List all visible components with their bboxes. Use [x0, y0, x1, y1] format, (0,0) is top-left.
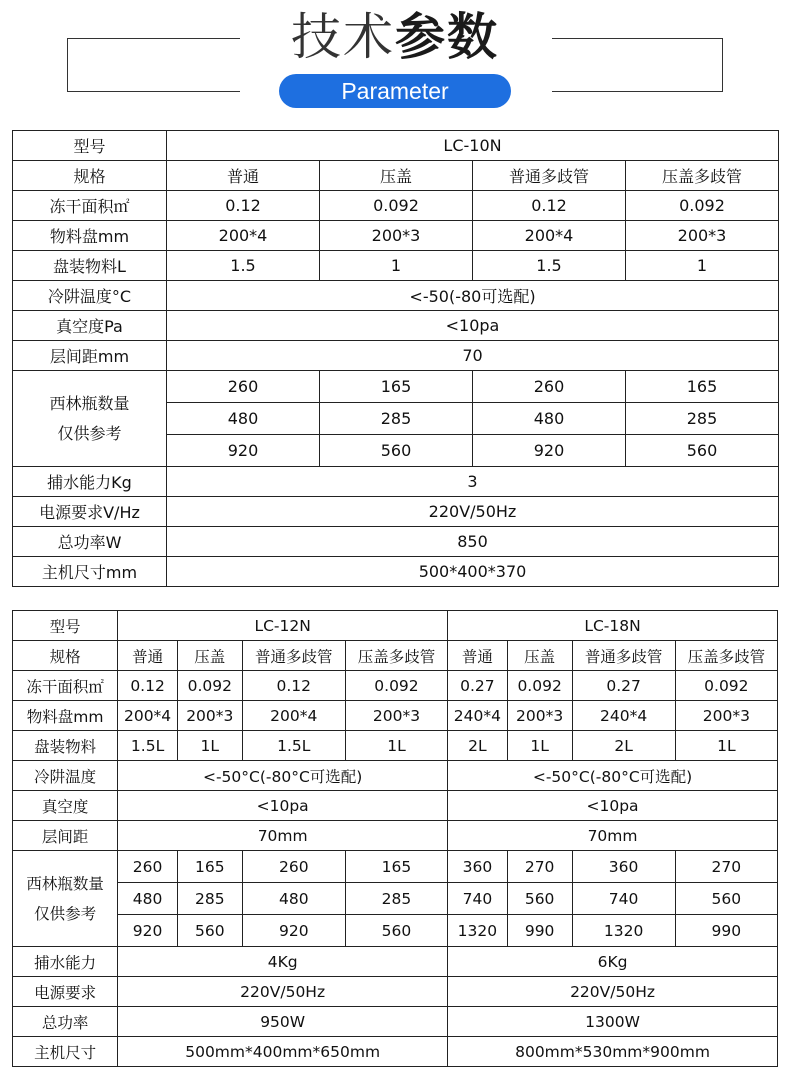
vial-cell: 285 — [177, 883, 242, 915]
vial-cell: 560 — [345, 915, 447, 947]
temp-label: 冷阱温度 — [13, 761, 118, 791]
tray-cell: 240*4 — [448, 701, 508, 731]
spec-cell: 压盖 — [507, 641, 572, 671]
spec-cell: 压盖多歧管 — [675, 641, 777, 671]
vial-label-line-2: 仅供参考 — [57, 423, 122, 443]
vial-cell: 480 — [118, 883, 178, 915]
table-row — [13, 467, 779, 497]
area-cell: 0.092 — [675, 671, 777, 701]
tray-cell: 200*4 — [167, 221, 320, 251]
table-row — [13, 341, 779, 371]
area-label: 冻干面积㎡ — [13, 191, 167, 221]
area-cell: 0.092 — [177, 671, 242, 701]
spec-cell: 普通多歧管 — [572, 641, 675, 671]
vacuum-value: <10pa — [167, 311, 779, 341]
vial-cell: 990 — [507, 915, 572, 947]
tray-label: 物料盘mm — [13, 701, 118, 731]
tray-cell: 200*4 — [473, 221, 626, 251]
vial-cell: 560 — [626, 435, 779, 467]
page-title — [0, 6, 790, 68]
area-cell: 0.12 — [167, 191, 320, 221]
load-cell: 1.5 — [473, 251, 626, 281]
vial-cell: 285 — [320, 403, 473, 435]
spec-cell: 普通多歧管 — [473, 161, 626, 191]
power-req-value: 220V/50Hz — [167, 497, 779, 527]
power-value: 950W — [118, 1007, 448, 1037]
vial-cell: 920 — [167, 435, 320, 467]
spec-cell: 普通 — [448, 641, 508, 671]
table-row — [13, 221, 779, 251]
table-row — [13, 761, 778, 791]
table-row — [13, 251, 779, 281]
spec-label: 规格 — [13, 161, 167, 191]
spec-cell: 压盖 — [177, 641, 242, 671]
table-row — [13, 527, 779, 557]
power-label: 总功率 — [13, 1007, 118, 1037]
vial-cell: 165 — [177, 851, 242, 883]
vial-label — [13, 371, 167, 467]
title-part-1: 技术 — [291, 8, 395, 66]
table-row — [13, 371, 779, 403]
tray-cell: 200*3 — [675, 701, 777, 731]
capacity-label: 捕水能力Kg — [13, 467, 167, 497]
vial-cell: 360 — [448, 851, 508, 883]
tray-cell: 200*3 — [345, 701, 447, 731]
power-req-label: 电源要求 — [13, 977, 118, 1007]
vial-cell: 740 — [572, 883, 675, 915]
area-cell: 0.27 — [572, 671, 675, 701]
spec-cell: 普通多歧管 — [242, 641, 345, 671]
vacuum-value: <10pa — [118, 791, 448, 821]
vacuum-label: 真空度 — [13, 791, 118, 821]
vial-cell: 560 — [675, 883, 777, 915]
power-label: 总功率W — [13, 527, 167, 557]
subtitle-badge: Parameter — [279, 74, 511, 108]
vial-cell: 920 — [118, 915, 178, 947]
vial-label-line-1: 西林瓶数量 — [26, 874, 104, 893]
vial-cell: 165 — [626, 371, 779, 403]
table-row — [13, 557, 779, 587]
tray-cell: 240*4 — [572, 701, 675, 731]
load-cell: 1L — [675, 731, 777, 761]
spec-cell: 普通 — [118, 641, 178, 671]
table-row — [13, 1007, 778, 1037]
model-value: LC-12N — [118, 611, 448, 641]
spacing-label: 层间距mm — [13, 341, 167, 371]
vial-cell: 270 — [675, 851, 777, 883]
power-value: 1300W — [448, 1007, 778, 1037]
tray-cell: 200*3 — [320, 221, 473, 251]
size-value: 500mm*400mm*650mm — [118, 1037, 448, 1067]
area-cell: 0.12 — [473, 191, 626, 221]
vial-cell: 740 — [448, 883, 508, 915]
table-row — [13, 731, 778, 761]
load-cell: 1L — [507, 731, 572, 761]
size-label: 主机尺寸 — [13, 1037, 118, 1067]
table-row — [13, 497, 779, 527]
power-req-value: 220V/50Hz — [118, 977, 448, 1007]
table-row — [13, 641, 778, 671]
vacuum-label: 真空度Pa — [13, 311, 167, 341]
load-label: 盘装物料L — [13, 251, 167, 281]
table-row — [13, 791, 778, 821]
tray-cell: 200*4 — [242, 701, 345, 731]
spec-cell: 压盖多歧管 — [345, 641, 447, 671]
power-req-value: 220V/50Hz — [448, 977, 778, 1007]
tray-cell: 200*3 — [177, 701, 242, 731]
capacity-value: 3 — [167, 467, 779, 497]
load-cell: 2L — [448, 731, 508, 761]
vial-cell: 560 — [507, 883, 572, 915]
spacing-value: 70 — [167, 341, 779, 371]
model-value: LC-10N — [167, 131, 779, 161]
vial-cell: 260 — [167, 371, 320, 403]
table-row — [13, 851, 778, 883]
table-row — [13, 671, 778, 701]
model-label: 型号 — [13, 131, 167, 161]
model-label: 型号 — [13, 611, 118, 641]
load-cell: 1 — [320, 251, 473, 281]
load-cell: 1 — [626, 251, 779, 281]
vial-cell: 270 — [507, 851, 572, 883]
vial-cell: 480 — [167, 403, 320, 435]
section-header — [0, 0, 790, 118]
temp-value: <-50°C(-80°C可选配) — [118, 761, 448, 791]
vial-cell: 920 — [473, 435, 626, 467]
load-cell: 1.5 — [167, 251, 320, 281]
vial-cell: 260 — [118, 851, 178, 883]
area-label: 冻干面积㎡ — [13, 671, 118, 701]
table-row — [13, 915, 778, 947]
spec-cell: 普通 — [167, 161, 320, 191]
vial-label — [13, 851, 118, 947]
temp-label: 冷阱温度°C — [13, 281, 167, 311]
table-row — [13, 131, 779, 161]
load-cell: 1L — [345, 731, 447, 761]
size-label: 主机尺寸mm — [13, 557, 167, 587]
vial-cell: 990 — [675, 915, 777, 947]
vial-cell: 285 — [626, 403, 779, 435]
load-cell: 1.5L — [118, 731, 178, 761]
vial-cell: 165 — [345, 851, 447, 883]
load-cell: 1.5L — [242, 731, 345, 761]
temp-value: <-50(-80可选配) — [167, 281, 779, 311]
area-cell: 0.12 — [118, 671, 178, 701]
vial-cell: 285 — [345, 883, 447, 915]
table-row — [13, 611, 778, 641]
vial-cell: 165 — [320, 371, 473, 403]
vial-cell: 560 — [177, 915, 242, 947]
spec-cell: 压盖 — [320, 161, 473, 191]
area-cell: 0.27 — [448, 671, 508, 701]
spacing-value: 70mm — [118, 821, 448, 851]
vacuum-value: <10pa — [448, 791, 778, 821]
vial-label-line-1: 西林瓶数量 — [49, 393, 130, 413]
tray-cell: 200*3 — [626, 221, 779, 251]
area-cell: 0.092 — [507, 671, 572, 701]
area-cell: 0.092 — [626, 191, 779, 221]
vial-cell: 920 — [242, 915, 345, 947]
vial-cell: 260 — [473, 371, 626, 403]
table-row — [13, 161, 779, 191]
tray-cell: 200*3 — [507, 701, 572, 731]
spacing-value: 70mm — [448, 821, 778, 851]
vial-cell: 480 — [473, 403, 626, 435]
table-row — [13, 311, 779, 341]
model-value: LC-18N — [448, 611, 778, 641]
size-value: 500*400*370 — [167, 557, 779, 587]
spec-cell: 压盖多歧管 — [626, 161, 779, 191]
table-row — [13, 701, 778, 731]
spec-label: 规格 — [13, 641, 118, 671]
table-row — [13, 281, 779, 311]
spec-table-lc10n — [12, 130, 779, 587]
vial-cell: 260 — [242, 851, 345, 883]
load-label: 盘装物料 — [13, 731, 118, 761]
tray-cell: 200*4 — [118, 701, 178, 731]
size-value: 800mm*530mm*900mm — [448, 1037, 778, 1067]
power-req-label: 电源要求V/Hz — [13, 497, 167, 527]
capacity-value: 6Kg — [448, 947, 778, 977]
capacity-value: 4Kg — [118, 947, 448, 977]
spacing-label: 层间距 — [13, 821, 118, 851]
vial-cell: 480 — [242, 883, 345, 915]
vial-label-line-2: 仅供参考 — [34, 904, 97, 923]
vial-cell: 1320 — [572, 915, 675, 947]
table-row — [13, 883, 778, 915]
temp-value: <-50°C(-80°C可选配) — [448, 761, 778, 791]
vial-cell: 1320 — [448, 915, 508, 947]
vial-cell: 360 — [572, 851, 675, 883]
capacity-label: 捕水能力 — [13, 947, 118, 977]
vial-cell: 560 — [320, 435, 473, 467]
table-row — [13, 977, 778, 1007]
table-row — [13, 191, 779, 221]
table-row — [13, 821, 778, 851]
power-value: 850 — [167, 527, 779, 557]
title-part-2: 参数 — [395, 8, 499, 66]
load-cell: 1L — [177, 731, 242, 761]
spec-table-lc12n-lc18n — [12, 610, 778, 1067]
area-cell: 0.092 — [345, 671, 447, 701]
table-row — [13, 947, 778, 977]
table-row — [13, 1037, 778, 1067]
load-cell: 2L — [572, 731, 675, 761]
tray-label: 物料盘mm — [13, 221, 167, 251]
area-cell: 0.12 — [242, 671, 345, 701]
area-cell: 0.092 — [320, 191, 473, 221]
